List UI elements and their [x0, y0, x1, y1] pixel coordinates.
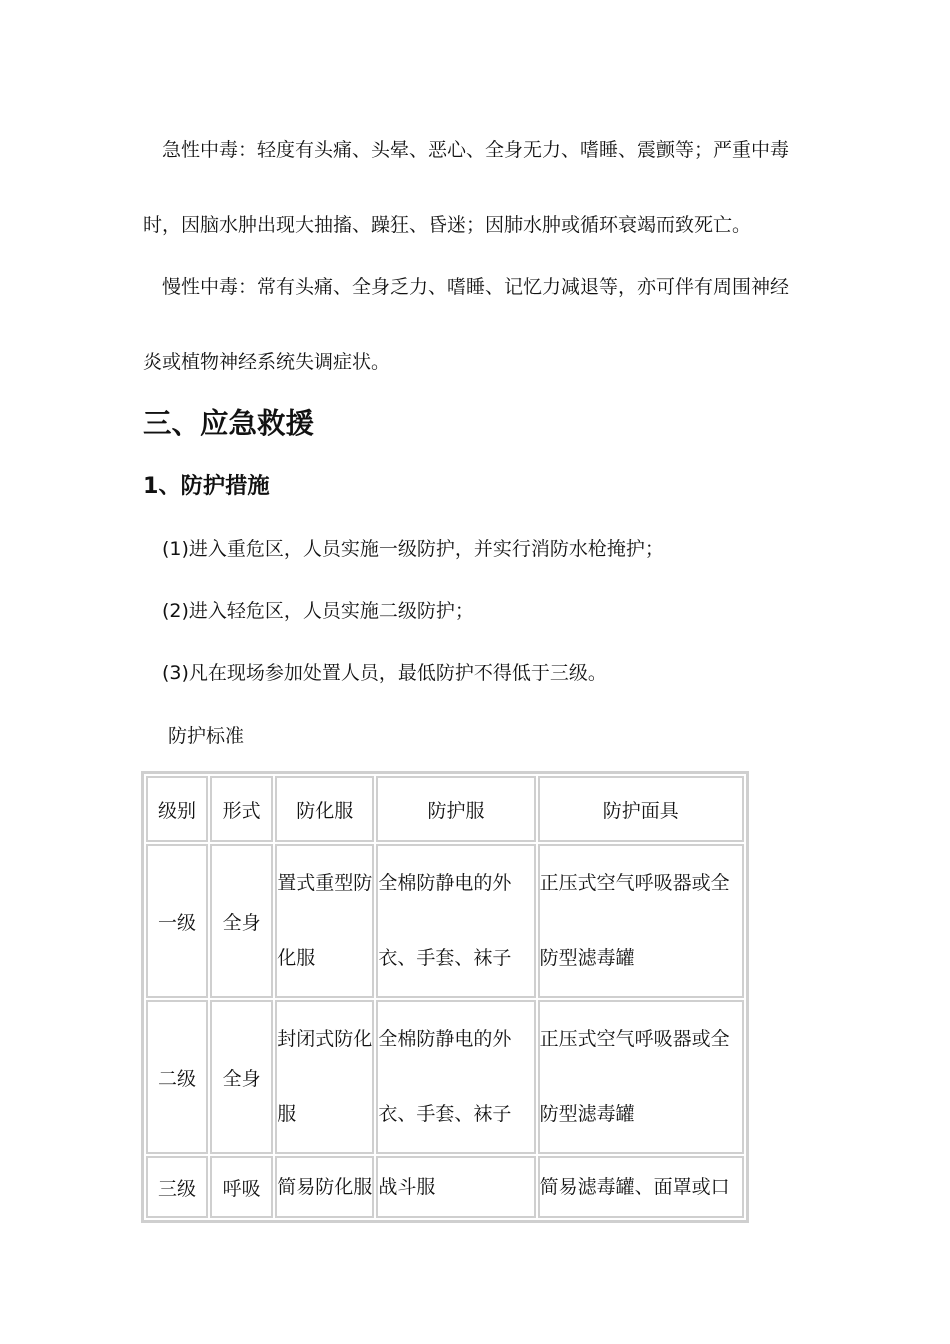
measure-item-1: (1)进入重危区，人员实施一级防护，并实行消防水枪掩护；	[162, 538, 664, 560]
measure-item-3: (3)凡在现场参加处置人员，最低防护不得低于三级。	[162, 662, 607, 684]
chronic-poisoning-line-2: 炎或植物神经系统失调症状。	[143, 351, 391, 373]
row-mask: 正压式空气呼吸器或全防型滤毒罐	[538, 1000, 744, 1154]
table-row	[146, 844, 744, 998]
row-form: 全身	[210, 844, 273, 998]
row-level: 一级	[146, 844, 208, 998]
row-mask: 正压式空气呼吸器或全防型滤毒罐	[538, 844, 744, 998]
measure-item-2: (2)进入轻危区，人员实施二级防护；	[162, 600, 474, 622]
table-row	[146, 1156, 744, 1218]
row-protective-clothing: 全棉防静电的外衣、手套、袜子	[376, 1000, 535, 1154]
protection-standard-table	[141, 771, 749, 1223]
row-protective-clothing: 全棉防静电的外衣、手套、袜子	[376, 844, 535, 998]
row-protective-clothing: 战斗服	[376, 1156, 535, 1218]
header-form: 形式	[210, 776, 273, 842]
table-header-row	[146, 776, 744, 842]
row-level: 三级	[146, 1156, 208, 1218]
header-level: 级别	[146, 776, 208, 842]
acute-poisoning-line-1: 急性中毒：轻度有头痛、头晕、恶心、全身无力、嗜睡、震颤等；严重中毒	[162, 139, 790, 161]
row-chemical-suit: 封闭式防化服	[275, 1000, 374, 1154]
table-caption: 防护标准	[168, 725, 245, 747]
header-mask: 防护面具	[538, 776, 744, 842]
header-protective-clothing: 防护服	[376, 776, 535, 842]
chronic-poisoning-line-1: 慢性中毒：常有头痛、全身乏力、嗜睡、记忆力减退等，亦可伴有周围神经	[162, 276, 790, 298]
row-form: 全身	[210, 1000, 273, 1154]
row-mask: 简易滤毒罐、面罩或口	[538, 1156, 744, 1218]
section-heading: 三、应急救援	[143, 407, 315, 440]
header-chemical-suit: 防化服	[275, 776, 374, 842]
acute-poisoning-line-2: 时，因脑水肿出现大抽搐、躁狂、昏迷；因肺水肿或循环衰竭而致死亡。	[143, 214, 752, 236]
row-form: 呼吸	[210, 1156, 273, 1218]
table-row	[146, 1000, 744, 1154]
subsection-heading: 1、防护措施	[143, 473, 270, 499]
row-level: 二级	[146, 1000, 208, 1154]
row-chemical-suit: 置式重型防化服	[275, 844, 374, 998]
row-chemical-suit: 简易防化服	[275, 1156, 374, 1218]
